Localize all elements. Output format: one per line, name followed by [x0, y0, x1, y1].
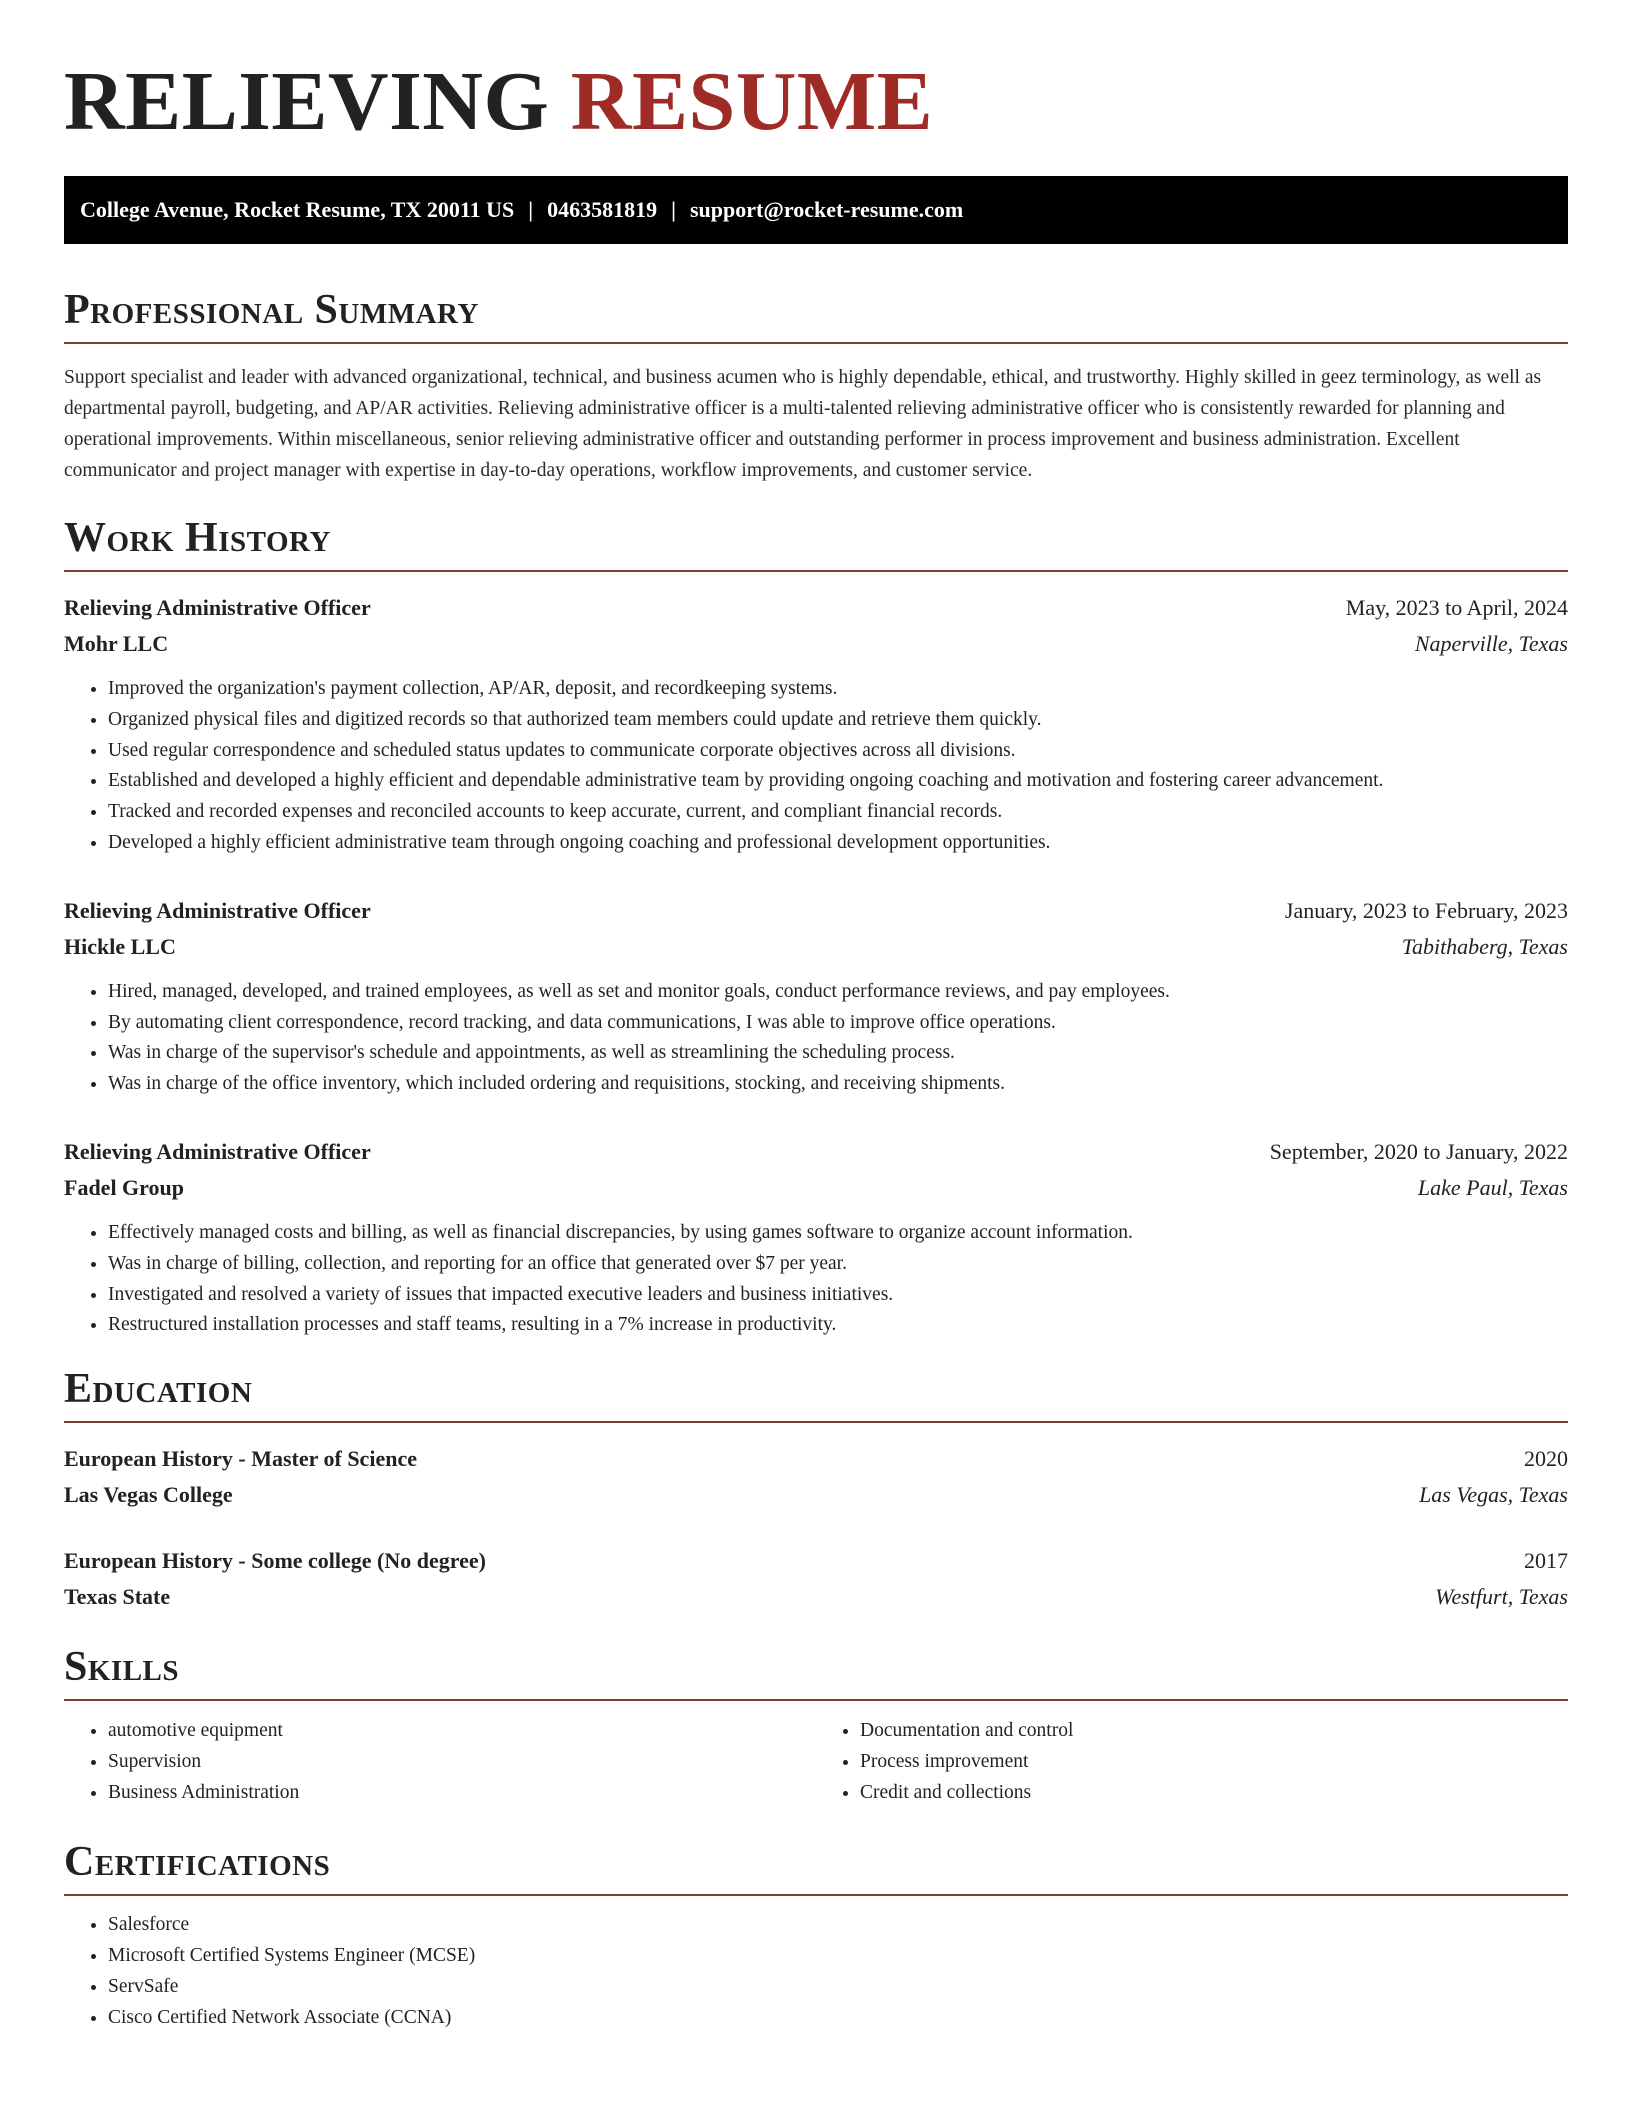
job-dates: September, 2020 to January, 2022 — [1269, 1138, 1568, 1164]
contact-separator: | — [671, 197, 676, 222]
list-item: • ServSafe — [108, 1972, 1568, 2003]
job-company: Hickle LLC — [64, 933, 176, 959]
skills-list-right — [816, 1715, 1568, 1808]
list-item: • Documentation and control — [860, 1715, 1568, 1746]
contact-bar — [64, 176, 1568, 244]
list-item: • Business Administration — [108, 1777, 816, 1808]
name-first: RELIEVING — [64, 55, 550, 148]
job-location: Tabithaberg, Texas — [1401, 933, 1568, 959]
section-title-skills: Skills — [64, 1643, 1568, 1701]
list-item: • Investigated and resolved a variety of issues that impacted executive leaders and business initiatives. — [108, 1280, 1568, 1311]
list-item: • automotive equipment — [108, 1715, 816, 1746]
contact-address: College Avenue, Rocket Resume, TX 20011 US — [80, 197, 515, 222]
education-section — [64, 1365, 1568, 1615]
section-title-education: Education — [64, 1365, 1568, 1423]
list-item: • Established and developed a highly efficient and dependable administrative team by providing ongoing coaching and motivation and fostering career advancement. — [108, 766, 1568, 797]
summary-section — [64, 286, 1568, 486]
list-item: • Was in charge of the office inventory, which included ordering and requisitions, stocking, and receiving shipments. — [108, 1069, 1568, 1100]
summary-text: Support specialist and leader with advanced organizational, technical, and business acumen who is highly dependable, ethical, and trustworthy. Highly skilled in geez terminology, as well as departmental payroll, budgeting, and AP/AR activities. Relieving administrative officer is a multi-talented relieving administrative officer who is consistently rewarded for planning and operational improvements. Within miscellaneous, senior relieving administrative officer and outstanding performer in process improvement and business administration. Excellent communicator and project manager with expertise in day-to-day operations, workflow improvements, and customer service. — [64, 367, 1542, 481]
name-last: RESUME — [570, 55, 934, 148]
education-school: Texas State — [64, 1584, 171, 1610]
list-item: • Process improvement — [860, 1746, 1568, 1777]
section-title-summary: Professional Summary — [64, 286, 1568, 344]
list-item: • Was in charge of billing, collection, and reporting for an office that generated over $7 per year. — [108, 1249, 1568, 1280]
education-entry — [64, 1441, 1568, 1513]
certifications-section — [64, 1838, 1568, 2033]
section-title-certifications: Certifications — [64, 1838, 1568, 1896]
list-item: • Salesforce — [108, 1910, 1568, 1941]
list-item: • Improved the organization's payment collection, AP/AR, deposit, and recordkeeping systems. — [108, 674, 1568, 705]
job-entry — [64, 893, 1568, 1100]
education-school: Las Vegas College — [64, 1482, 233, 1508]
list-item: • Microsoft Certified Systems Engineer (MCSE) — [108, 1941, 1568, 1972]
job-dates: January, 2023 to February, 2023 — [1284, 897, 1568, 923]
education-degree: European History - Some college (No degree) — [64, 1548, 486, 1574]
job-dates: May, 2023 to April, 2024 — [1345, 595, 1568, 620]
contact-email: support@rocket-resume.com — [690, 197, 964, 222]
list-item: • Effectively managed costs and billing, as well as financial discrepancies, by using games software to organize account information. — [108, 1218, 1568, 1249]
list-item: • Cisco Certified Network Associate (CCNA) — [108, 2003, 1568, 2034]
job-title: Relieving Administrative Officer — [64, 1138, 371, 1164]
skills-section — [64, 1643, 1568, 1808]
list-item: • Hired, managed, developed, and trained employees, as well as set and monitor goals, conduct performance reviews, and pay employees. — [108, 977, 1568, 1008]
education-location: Las Vegas, Texas — [1419, 1482, 1568, 1508]
job-bullets — [64, 674, 1568, 859]
work-history-section — [64, 514, 1568, 1341]
job-location: Naperville, Texas — [1414, 631, 1568, 656]
list-item: • Was in charge of the supervisor's schedule and appointments, as well as streamlining the scheduling process. — [108, 1038, 1568, 1069]
job-company: Mohr LLC — [64, 631, 169, 656]
list-item: • Tracked and recorded expenses and reconciled accounts to keep accurate, current, and compliant financial records. — [108, 797, 1568, 828]
certifications-list — [64, 1910, 1568, 2033]
education-entry — [64, 1543, 1568, 1615]
list-item: • By automating client correspondence, record tracking, and data communications, I was able to improve office operations. — [108, 1008, 1568, 1039]
job-bullets — [64, 1218, 1568, 1341]
education-year: 2020 — [1524, 1446, 1568, 1472]
resume-name — [64, 56, 1568, 156]
job-bullets — [64, 977, 1568, 1100]
section-title-work-history: Work History — [64, 514, 1568, 572]
skills-grid — [64, 1715, 1568, 1808]
education-location: Westfurt, Texas — [1435, 1584, 1568, 1610]
job-entry — [64, 1134, 1568, 1341]
job-location: Lake Paul, Texas — [1417, 1174, 1568, 1200]
contact-separator: | — [528, 197, 534, 222]
list-item: • Developed a highly efficient administrative team through ongoing coaching and professional development opportunities. — [108, 828, 1568, 859]
skills-list-left — [64, 1715, 816, 1808]
job-title: Relieving Administrative Officer — [64, 897, 371, 923]
list-item: • Restructured installation processes and staff teams, resulting in a 7% increase in productivity. — [108, 1310, 1568, 1341]
list-item: • Organized physical files and digitized records so that authorized team members could update and retrieve them quickly. — [108, 705, 1568, 736]
job-company: Fadel Group — [64, 1174, 185, 1200]
list-item: • Supervision — [108, 1746, 816, 1777]
list-item: • Credit and collections — [860, 1777, 1568, 1808]
job-title: Relieving Administrative Officer — [64, 595, 371, 620]
list-item: • Used regular correspondence and scheduled status updates to communicate corporate objectives across all divisions. — [108, 736, 1568, 767]
education-degree: European History - Master of Science — [64, 1446, 417, 1472]
job-entry — [64, 590, 1568, 859]
education-year: 2017 — [1524, 1548, 1568, 1574]
contact-phone: 0463581819 — [547, 197, 658, 222]
